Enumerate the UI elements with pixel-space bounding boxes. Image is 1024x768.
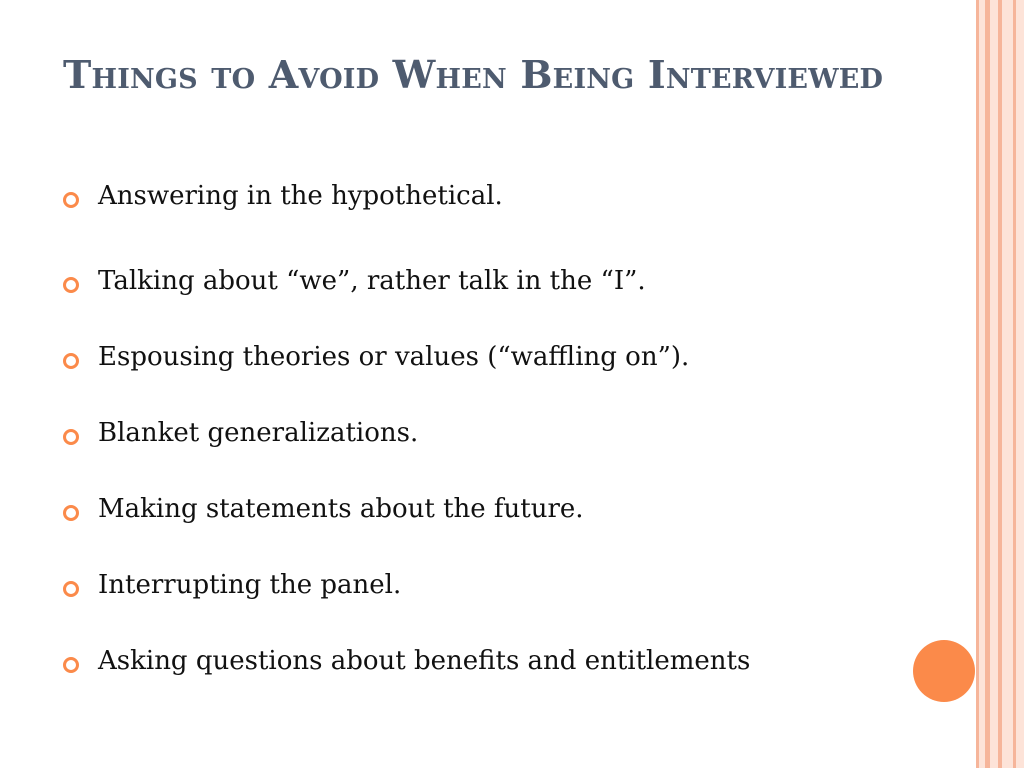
- bullet-circle-icon: [63, 581, 79, 597]
- decorative-stripe: [1016, 0, 1024, 768]
- bullet-circle-icon: [63, 657, 79, 673]
- bullet-circle-icon: [63, 429, 79, 445]
- bullet-item: [63, 569, 943, 645]
- bullet-text: Making statements about the future.: [98, 494, 584, 524]
- slide-title: Things to Avoid When Being Interviewed: [63, 52, 884, 97]
- bullet-text: Asking questions about benefits and entitlements: [98, 646, 751, 676]
- bullet-item: [63, 417, 943, 493]
- bullet-item: [63, 493, 943, 569]
- decorative-stripe: [990, 0, 998, 768]
- bullet-text: Answering in the hypothetical.: [98, 181, 503, 211]
- bullet-circle-icon: [63, 277, 79, 293]
- bullet-list: [63, 180, 943, 721]
- bullet-item: [63, 341, 943, 417]
- bullet-text: Interrupting the panel.: [98, 570, 402, 600]
- decorative-stripe: [1002, 0, 1013, 768]
- bullet-item: [63, 180, 943, 265]
- bullet-circle-icon: [63, 505, 79, 521]
- bullet-circle-icon: [63, 353, 79, 369]
- bullet-circle-icon: [63, 192, 79, 208]
- bullet-item: [63, 645, 943, 721]
- bullet-text: Talking about “we”, rather talk in the “I”.: [98, 266, 646, 296]
- bullet-text: Espousing theories or values (“waffling on”).: [98, 342, 690, 372]
- bullet-item: [63, 265, 943, 341]
- bullet-text: Blanket generalizations.: [98, 418, 419, 448]
